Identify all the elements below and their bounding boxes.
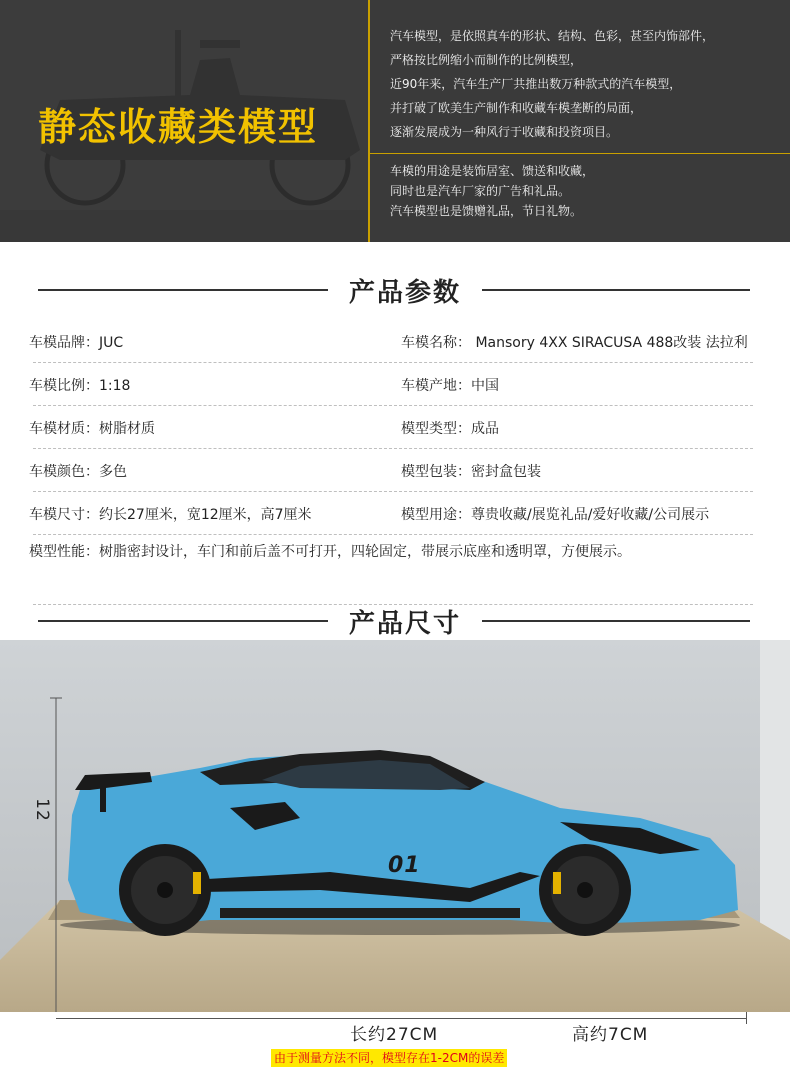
param-material: 车模材质：树脂材质 bbox=[29, 421, 155, 437]
param-row bbox=[0, 449, 790, 492]
banner-usage-line: 车模的用途是装饰居室、馈送和收藏， bbox=[390, 164, 595, 178]
param-origin: 车模产地：中国 bbox=[401, 378, 499, 394]
banner-intro-line: 严格按比例缩小而制作的比例模型， bbox=[390, 53, 583, 67]
param-row bbox=[0, 406, 790, 449]
banner-intro-line: 汽车模型，是依照真车的形状、结构、色彩，甚至内饰部件， bbox=[390, 29, 715, 43]
banner-intro-line: 并打破了欧美生产制作和收藏车模垄断的局面， bbox=[390, 101, 643, 115]
height-dimension-mark: 12 bbox=[31, 798, 52, 822]
length-dimension-tick bbox=[746, 1012, 747, 1024]
params-section-header bbox=[0, 270, 790, 310]
banner-usage-text bbox=[390, 161, 770, 221]
banner-divider-vertical bbox=[368, 0, 370, 242]
length-label: 长约27CM bbox=[350, 1025, 439, 1045]
param-performance: 模型性能：树脂密封设计，车门和前后盖不可打开，四轮固定，带展示底座和透明罩，方便展示。 bbox=[29, 544, 631, 560]
param-scale: 车模比例：1:18 bbox=[29, 378, 131, 394]
params-section-title: 产品参数 bbox=[348, 278, 461, 308]
product-photo bbox=[0, 640, 790, 1012]
param-brand: 车模品牌：JUC bbox=[29, 335, 124, 351]
param-usage: 模型用途：尊贵收藏/展览礼品/爱好收藏/公司展示 bbox=[401, 507, 710, 523]
banner-usage-line: 同时也是汽车厂家的广告和礼品。 bbox=[390, 184, 571, 198]
banner-title: 静态收藏类模型 bbox=[38, 104, 319, 149]
param-row bbox=[0, 492, 790, 535]
param-model-name: 车模名称： Mansory 4XX SIRACUSA 488改装 法拉利 bbox=[401, 335, 748, 351]
measurement-note: 由于测量方法不同，模型存在1-2CM的误差 bbox=[271, 1049, 507, 1067]
header-rule-left bbox=[38, 620, 328, 622]
header-rule-right bbox=[482, 620, 750, 622]
banner-intro-line: 逐渐发展成为一种风行于收藏和投资项目。 bbox=[390, 125, 619, 139]
banner-divider-horizontal bbox=[370, 153, 790, 154]
car-number-decal: 01 bbox=[388, 853, 421, 878]
header-rule-left bbox=[38, 289, 328, 291]
row-divider bbox=[33, 534, 753, 535]
car-model-illustration bbox=[0, 640, 790, 1012]
size-section-title: 产品尺寸 bbox=[348, 609, 461, 639]
param-size: 车模尺寸：约长27厘米，宽12厘米，高7厘米 bbox=[29, 507, 312, 523]
height-label: 高约7CM bbox=[572, 1025, 649, 1045]
size-section-header bbox=[0, 601, 790, 641]
intro-banner bbox=[0, 0, 790, 242]
param-row bbox=[0, 320, 790, 363]
param-row bbox=[0, 363, 790, 406]
banner-intro-line: 近90年来，汽车生产厂共推出数万种款式的汽车模型， bbox=[390, 77, 682, 91]
length-dimension-line bbox=[56, 1018, 746, 1019]
param-type: 模型类型：成品 bbox=[401, 421, 499, 437]
banner-intro-text bbox=[390, 24, 770, 144]
header-rule-right bbox=[482, 289, 750, 291]
param-packaging: 模型包装：密封盒包装 bbox=[401, 464, 541, 480]
banner-usage-line: 汽车模型也是馈赠礼品，节日礼物。 bbox=[390, 204, 583, 218]
param-color: 车模颜色：多色 bbox=[29, 464, 127, 480]
